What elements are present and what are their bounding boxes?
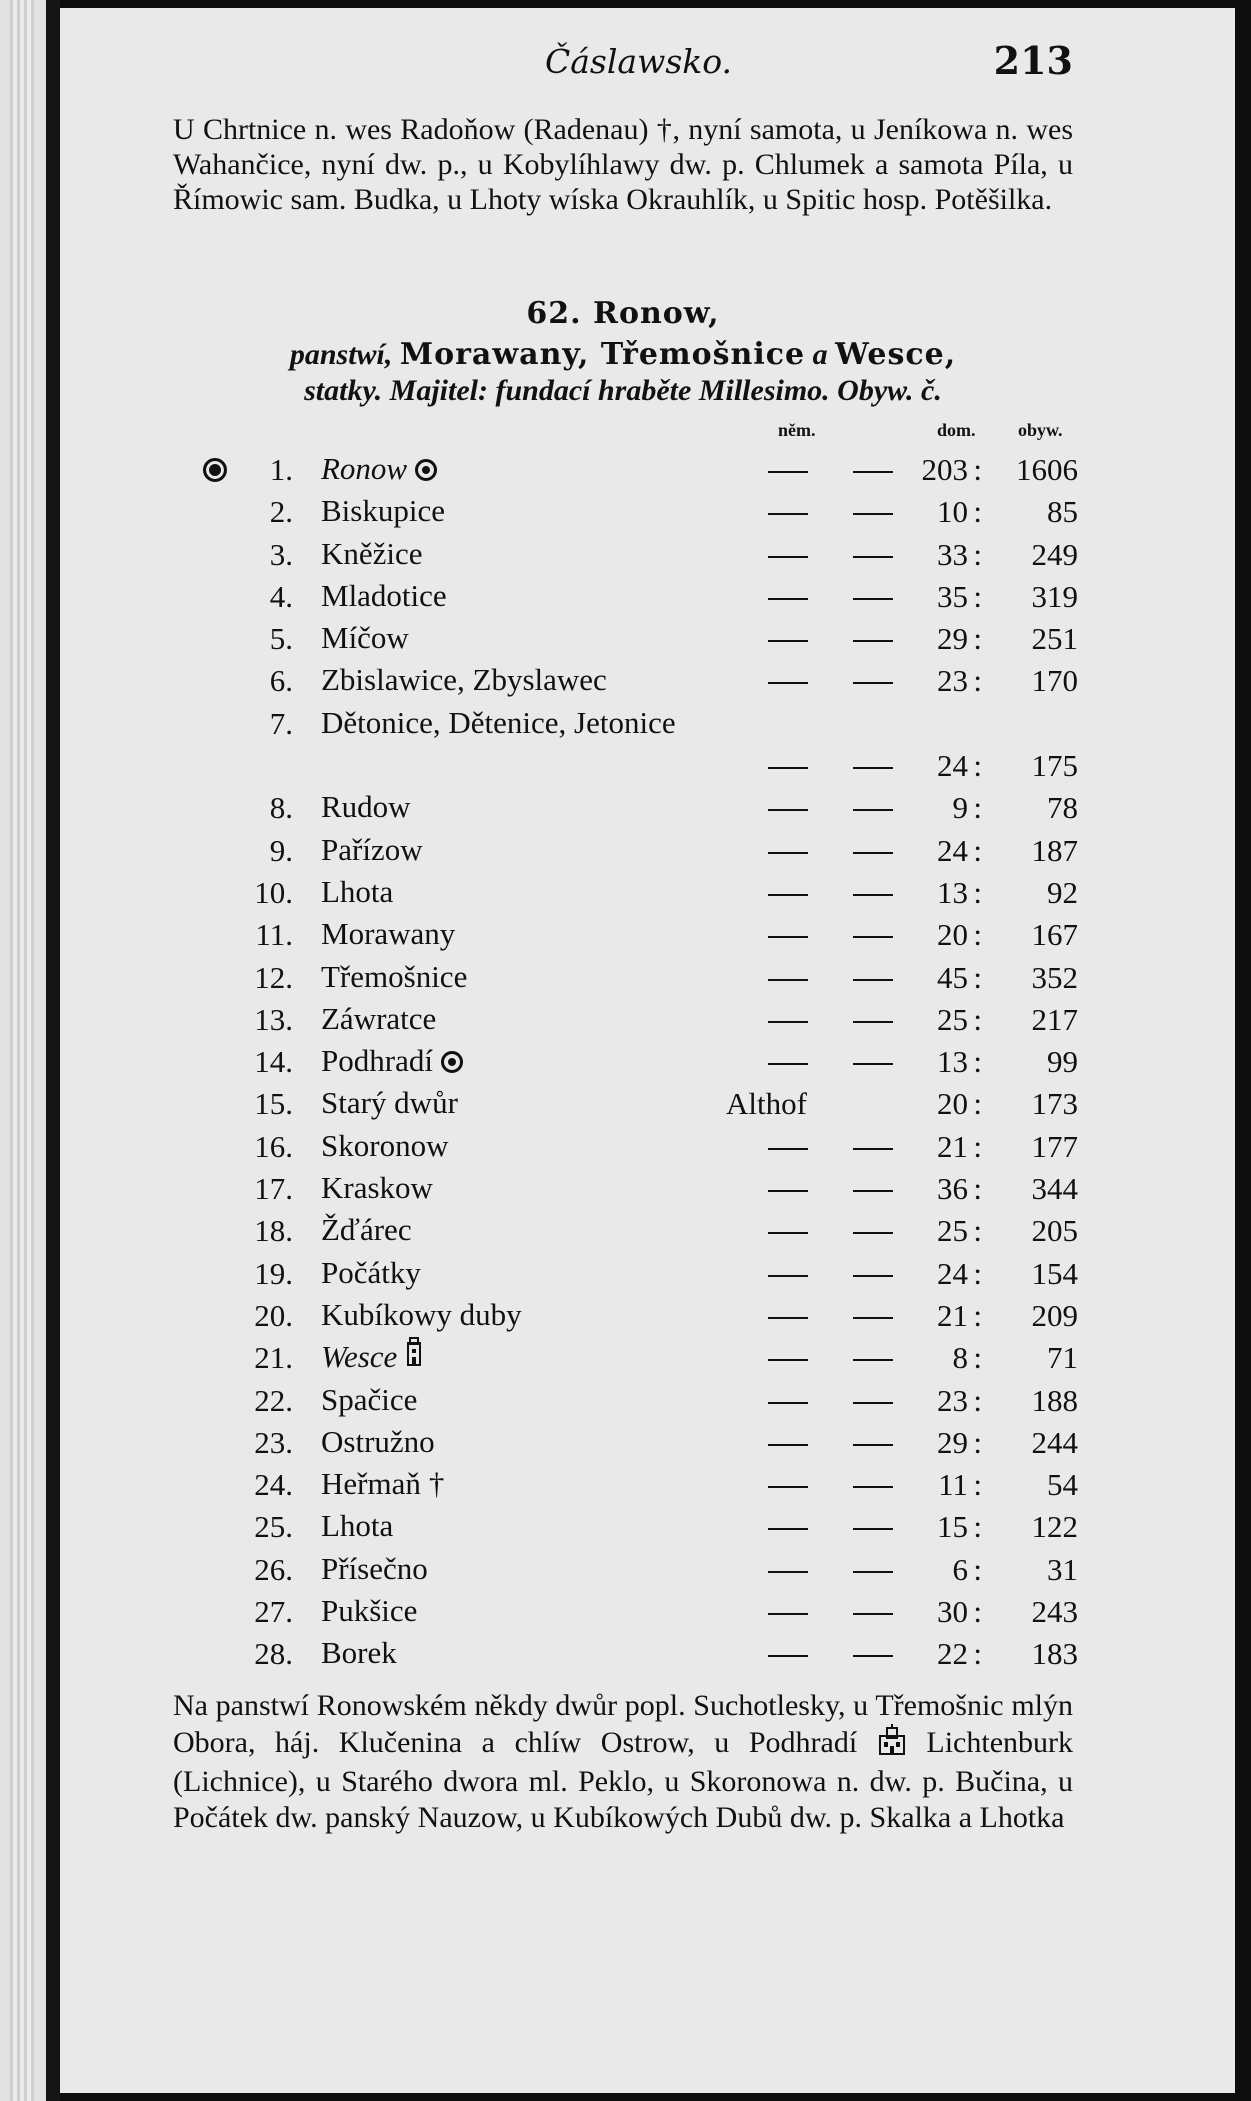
village-name — [321, 1252, 741, 1294]
colon-separator: : — [973, 1382, 982, 1418]
village-name — [321, 1040, 741, 1082]
dash-mark — [768, 1021, 808, 1023]
village-name-text: Starý dwůr — [321, 1085, 458, 1121]
tower-icon — [405, 1336, 423, 1378]
village-name — [321, 1590, 741, 1632]
section-conj: a — [812, 338, 828, 371]
inhabitants-count: 1606 — [1016, 452, 1078, 487]
houses-count: 8 — [952, 1340, 968, 1376]
colon-separator: : — [973, 1467, 982, 1503]
colon-separator: : — [973, 452, 982, 487]
row-number: 27. — [254, 1594, 293, 1630]
inhabitants-count: 92 — [1047, 874, 1078, 910]
section-type: panstwí, — [289, 338, 393, 371]
spine-stripe — [10, 0, 34, 2101]
inhabitants-count: 183 — [1031, 1636, 1078, 1672]
inhabitants-count: 78 — [1047, 790, 1078, 826]
book-spine — [0, 0, 60, 2101]
village-name — [321, 702, 741, 744]
houses-count: 25 — [937, 1213, 968, 1249]
table-row — [173, 871, 1078, 913]
section-subtitle-line1 — [173, 336, 1073, 374]
column-header-dom: dom. — [937, 420, 976, 440]
colon-separator: : — [973, 917, 982, 953]
table-row — [173, 1463, 1078, 1505]
row-number: 9. — [269, 832, 293, 868]
village-name-text: Morawany — [321, 916, 456, 952]
village-name-text: Kněžice — [321, 535, 423, 571]
village-name-text: Mladotice — [321, 577, 447, 613]
inhabitants-count: 85 — [1047, 494, 1078, 530]
village-name-text: Podhradí — [321, 1043, 433, 1079]
closing-text-b: Lichtenburk (Lichnice), u Starého dwora ml. Peklo, u Skoronowa n. dw. p. Bučina, u Počátek dw. panský Nauzow, u Kubíkowých Dubů dw. p. Skalka a Lhotka — [173, 1725, 1074, 1834]
inhabitants-count: 170 — [1031, 663, 1078, 699]
castle-icon — [877, 1724, 907, 1765]
row-number: 16. — [254, 1128, 293, 1164]
row-number: 28. — [254, 1636, 293, 1672]
inhabitants-count: 188 — [1031, 1382, 1078, 1418]
inhabitants-count: 205 — [1031, 1213, 1078, 1249]
inhabitants-count: 31 — [1047, 1551, 1078, 1587]
inhabitants-count: 167 — [1031, 917, 1078, 953]
dash-mark — [768, 640, 808, 642]
inhabitants-count: 217 — [1031, 1001, 1078, 1037]
table-row — [173, 956, 1078, 998]
row-number: 19. — [254, 1255, 293, 1291]
village-name-text: Pařízow — [321, 831, 423, 867]
column-header-nem: něm. — [778, 420, 816, 440]
row-number: 4. — [269, 578, 293, 614]
row-number: 10. — [254, 874, 293, 910]
table-row — [173, 1336, 1078, 1378]
houses-count: 11 — [938, 1467, 968, 1503]
dash-mark — [768, 1359, 808, 1361]
colon-separator: : — [973, 747, 982, 783]
dash-mark — [768, 1528, 808, 1530]
inhabitants-count: 344 — [1031, 1171, 1078, 1207]
colon-separator: : — [973, 790, 982, 826]
table-row — [173, 617, 1078, 659]
village-name — [321, 1336, 741, 1378]
village-name — [321, 1209, 741, 1251]
inhabitants-count: 209 — [1031, 1297, 1078, 1333]
seat-marker-icon — [203, 458, 227, 482]
german-name: Althof — [726, 1086, 807, 1122]
colon-separator: : — [973, 1171, 982, 1207]
village-name-text: Rudow — [321, 789, 411, 825]
village-name-text: Biskupice — [321, 493, 445, 529]
inhabitants-count: 244 — [1031, 1424, 1078, 1460]
dash-mark — [768, 471, 808, 473]
colon-separator: : — [973, 1636, 982, 1672]
colon-separator: : — [973, 1340, 982, 1376]
colon-separator: : — [973, 536, 982, 572]
village-name-text: Heřmaň — [321, 1466, 421, 1502]
table-row — [173, 1209, 1078, 1251]
colon-separator: : — [973, 663, 982, 699]
colon-separator: : — [973, 1044, 982, 1080]
table-row — [173, 659, 1078, 701]
village-name-text: Záwratce — [321, 1000, 437, 1036]
houses-count: 20 — [937, 1086, 968, 1122]
village-name-text: Skoronow — [321, 1127, 449, 1163]
dash-mark — [768, 1571, 808, 1573]
colon-separator: : — [973, 1086, 982, 1122]
colon-separator: : — [973, 1213, 982, 1249]
houses-count: 23 — [937, 1382, 968, 1418]
village-name — [321, 1082, 741, 1124]
row-number: 13. — [254, 1001, 293, 1037]
houses-count: 9 — [952, 790, 968, 826]
village-name — [321, 659, 741, 701]
houses-count: 21 — [937, 1297, 968, 1333]
village-name — [321, 1548, 741, 1590]
dash-mark — [768, 1063, 808, 1065]
table-row — [173, 829, 1078, 871]
village-name-text: Pukšice — [321, 1593, 418, 1629]
inhabitants-count: 187 — [1031, 832, 1078, 868]
row-number: 5. — [269, 621, 293, 657]
houses-count: 36 — [937, 1171, 968, 1207]
colon-separator: : — [973, 1255, 982, 1291]
row-number: 21. — [254, 1340, 293, 1376]
row-number: 24. — [254, 1467, 293, 1503]
circle-marker-icon — [415, 448, 437, 490]
inhabitants-count: 173 — [1031, 1086, 1078, 1122]
houses-count: 25 — [937, 1001, 968, 1037]
houses-count: 45 — [937, 959, 968, 995]
section-owner: statky. Majitel: fundací hraběte Millesimo. Obyw. č. — [304, 374, 942, 407]
houses-count: 15 — [937, 1509, 968, 1545]
village-name — [321, 913, 741, 955]
houses-count: 29 — [937, 621, 968, 657]
village-name — [321, 956, 741, 998]
column-header-obyw: obyw. — [1018, 420, 1063, 440]
row-number: 7. — [269, 705, 293, 741]
village-name-text: Žďárec — [321, 1212, 412, 1248]
houses-count: 35 — [937, 578, 968, 614]
table-row — [173, 1125, 1078, 1167]
colon-separator: : — [973, 578, 982, 614]
village-name — [321, 448, 741, 490]
houses-count: 6 — [952, 1551, 968, 1587]
village-name — [321, 998, 741, 1040]
table-row — [173, 1252, 1078, 1294]
village-name-text: Wesce — [321, 1339, 398, 1375]
row-number: 17. — [254, 1171, 293, 1207]
table-row — [173, 913, 1078, 955]
village-name-text: Počátky — [321, 1254, 421, 1290]
running-head: Čáslawsko. — [545, 42, 733, 81]
houses-count: 203 — [921, 452, 968, 487]
village-name — [321, 533, 741, 575]
houses-count: 24 — [937, 1255, 968, 1291]
colon-separator: : — [973, 1297, 982, 1333]
village-name-text: Dětonice, Dětenice, Jetonice — [321, 704, 676, 740]
dash-mark — [768, 894, 808, 896]
houses-count: 22 — [937, 1636, 968, 1672]
dash-mark — [768, 513, 808, 515]
section-title: 62. Ronow, — [526, 296, 720, 331]
inhabitants-count: 122 — [1031, 1509, 1078, 1545]
colon-separator: : — [973, 959, 982, 995]
dash-mark — [768, 682, 808, 684]
row-number: 22. — [254, 1382, 293, 1418]
houses-count: 24 — [937, 832, 968, 868]
dash-mark — [768, 979, 808, 981]
village-name — [321, 871, 741, 913]
village-name — [321, 1421, 741, 1463]
dash-mark — [768, 1655, 808, 1657]
section-estate-2: Wesce, — [835, 337, 957, 372]
village-name — [321, 1167, 741, 1209]
inhabitants-count: 249 — [1031, 536, 1078, 572]
dash-mark — [768, 852, 808, 854]
village-name-text: Ostružno — [321, 1423, 435, 1459]
table-row — [173, 1167, 1078, 1209]
table-row — [173, 1294, 1078, 1336]
dash-mark — [768, 556, 808, 558]
table-row — [173, 1040, 1078, 1082]
houses-count: 20 — [937, 917, 968, 953]
section-subtitle-line2 — [173, 372, 1073, 410]
village-name-text: Lhota — [321, 1508, 394, 1544]
inhabitants-count: 99 — [1047, 1044, 1078, 1080]
colon-separator: : — [973, 621, 982, 657]
page-number: 213 — [993, 38, 1073, 83]
colon-separator: : — [973, 1509, 982, 1545]
inhabitants-count: 319 — [1031, 578, 1078, 614]
table-row — [173, 702, 1078, 787]
row-number: 2. — [269, 494, 293, 530]
colon-separator: : — [973, 1128, 982, 1164]
colon-separator: : — [973, 874, 982, 910]
village-name-text: Přísečno — [321, 1550, 428, 1586]
row-number: 14. — [254, 1044, 293, 1080]
village-name-text: Ronow — [321, 451, 408, 486]
dash-mark — [768, 1486, 808, 1488]
colon-separator: : — [973, 1001, 982, 1037]
houses-count: 29 — [937, 1424, 968, 1460]
inhabitants-count: 54 — [1047, 1467, 1078, 1503]
village-name — [321, 1505, 741, 1547]
dash-mark — [768, 936, 808, 938]
dash-mark — [768, 1402, 808, 1404]
colon-separator: : — [973, 1424, 982, 1460]
row-number: 25. — [254, 1509, 293, 1545]
houses-count: 13 — [937, 1044, 968, 1080]
colon-separator: : — [973, 1551, 982, 1587]
village-name-text: Borek — [321, 1635, 397, 1671]
inhabitants-count: 352 — [1031, 959, 1078, 995]
houses-count: 24 — [937, 747, 968, 783]
village-name — [321, 1379, 741, 1421]
village-name — [321, 1125, 741, 1167]
inhabitants-count: 251 — [1031, 621, 1078, 657]
inhabitants-count: 177 — [1031, 1128, 1078, 1164]
village-name-text: Kraskow — [321, 1170, 433, 1206]
table-row — [173, 998, 1078, 1040]
row-number: 20. — [254, 1297, 293, 1333]
colon-separator: : — [973, 494, 982, 530]
section-estates: Morawany, Třemošnice — [399, 337, 806, 372]
dash-mark — [768, 1190, 808, 1192]
row-number: 11. — [255, 917, 293, 953]
village-name-text: Kubíkowy duby — [321, 1296, 522, 1332]
village-name — [321, 1463, 741, 1505]
village-name-text: Míčow — [321, 620, 409, 656]
colon-separator: : — [973, 1594, 982, 1630]
village-name — [321, 829, 741, 871]
inhabitants-count: 243 — [1031, 1594, 1078, 1630]
row-number: 26. — [254, 1551, 293, 1587]
houses-count: 30 — [937, 1594, 968, 1630]
village-name — [321, 1632, 741, 1674]
dash-mark — [768, 767, 808, 769]
houses-count: 33 — [937, 536, 968, 572]
inhabitants-count: 175 — [1031, 747, 1078, 783]
table-row — [173, 533, 1078, 575]
dash-mark — [768, 1232, 808, 1234]
table-row — [173, 1548, 1078, 1590]
village-table — [173, 448, 1078, 1675]
dash-mark — [768, 1317, 808, 1319]
page-header — [173, 38, 1073, 92]
row-number: 6. — [269, 663, 293, 699]
houses-count: 23 — [937, 663, 968, 699]
inhabitants-count: 154 — [1031, 1255, 1078, 1291]
dash-mark — [768, 1613, 808, 1615]
houses-count: 10 — [937, 494, 968, 530]
village-name — [321, 575, 741, 617]
table-row — [173, 1505, 1078, 1547]
village-name — [321, 617, 741, 659]
colon-separator: : — [973, 832, 982, 868]
closing-paragraph — [173, 1688, 1073, 1835]
table-row — [173, 490, 1078, 532]
intro-paragraph: U Chrtnice n. wes Radoňow (Radenau) †, nyní samota, u Jeníkowa n. wes Wahančice, nyní dw. p., u Kobylíhlawy dw. p. Chlumek a samota Píla, u Římowic sam. Budka, u Lhoty wíska Okrauhlík, u Spitic hosp. Potěšilka. — [173, 113, 1073, 216]
village-name-text: Spačice — [321, 1381, 418, 1417]
inhabitants-count: 71 — [1047, 1340, 1078, 1376]
village-name-text: Třemošnice — [321, 958, 468, 994]
cross-symbol: † — [428, 1466, 445, 1502]
dash-mark — [768, 809, 808, 811]
houses-count: 21 — [937, 1128, 968, 1164]
closing-text-a: Na panstwí Ronowském někdy dwůr popl. Suchotlesky, u Třemošnic mlýn Obora, háj. Klučenina a chlíw Ostrow, u Podhradí — [173, 1689, 1073, 1759]
row-number: 8. — [269, 790, 293, 826]
table-row — [173, 575, 1078, 617]
row-number: 12. — [254, 959, 293, 995]
table-row — [173, 1632, 1078, 1674]
circle-marker-icon — [441, 1040, 463, 1082]
village-name-text: Zbislawice, Zbyslawec — [321, 662, 607, 698]
village-name — [321, 490, 741, 532]
row-number: 23. — [254, 1424, 293, 1460]
row-number: 18. — [254, 1213, 293, 1249]
table-row — [173, 1590, 1078, 1632]
village-name — [321, 1294, 741, 1336]
houses-count: 13 — [937, 874, 968, 910]
row-number: 3. — [269, 536, 293, 572]
village-name — [321, 786, 741, 828]
dash-mark — [768, 1275, 808, 1277]
dash-mark — [768, 1148, 808, 1150]
row-number: 1. — [269, 452, 293, 487]
table-row — [173, 786, 1078, 828]
table-row — [173, 1421, 1078, 1463]
table-row — [173, 1379, 1078, 1421]
table-row — [173, 448, 1078, 490]
dash-mark — [768, 1444, 808, 1446]
row-number: 15. — [254, 1086, 293, 1122]
village-name-text: Lhota — [321, 873, 394, 909]
dash-mark — [768, 598, 808, 600]
table-row — [173, 1082, 1078, 1124]
